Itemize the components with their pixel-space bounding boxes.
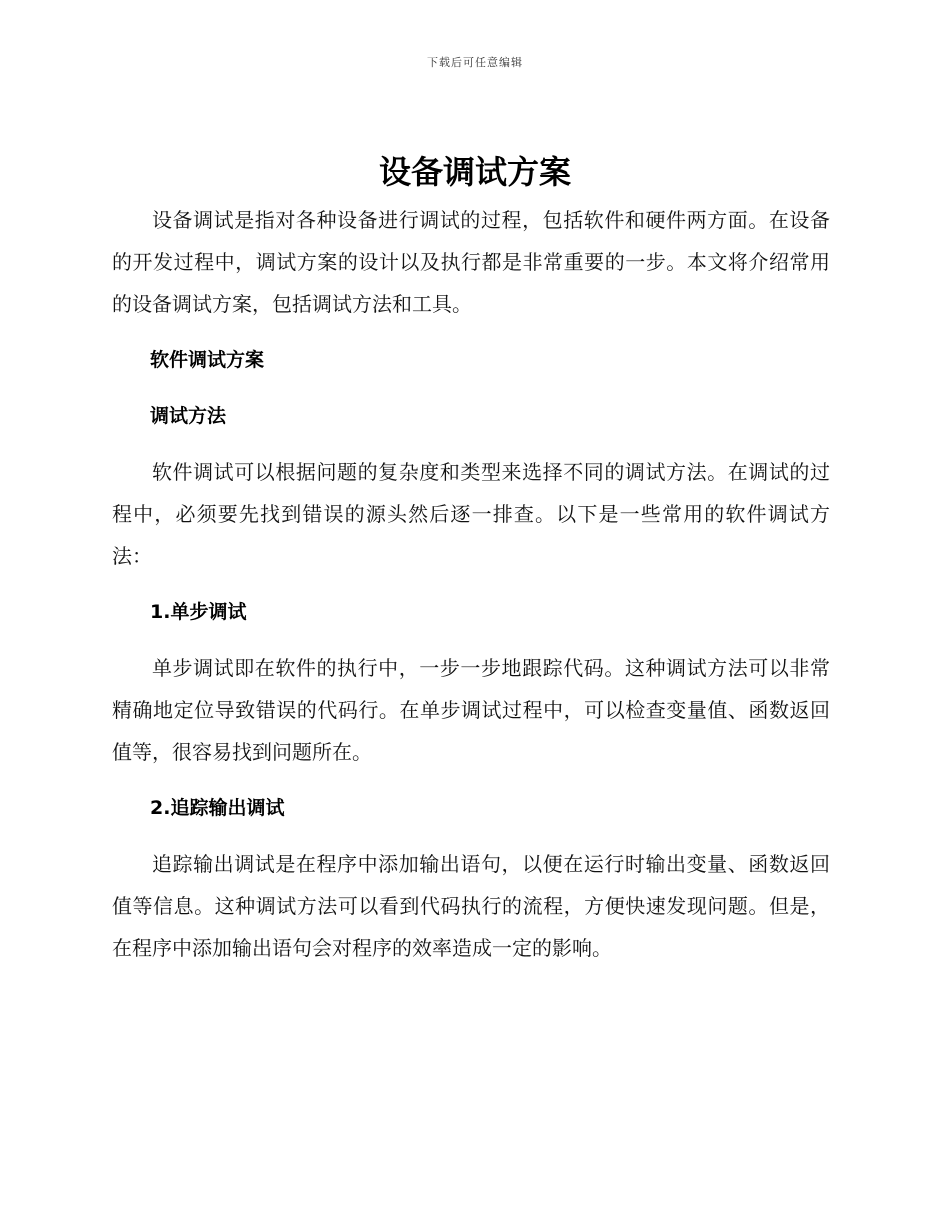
- document-body: [112, 199, 830, 969]
- method2-paragraph: 追踪输出调试是在程序中添加输出语句，以便在运行时输出变量、函数返回值等信息。这种调试方法可以看到代码执行的流程，方便快速发现问题。但是，在程序中添加输出语句会对程序的效率造成一定的影响。: [112, 852, 830, 960]
- methods-intro-paragraph: 软件调试可以根据问题的复杂度和类型来选择不同的调试方法。在调试的过程中，必须要先找到错误的源头然后逐一排查。以下是一些常用的软件调试方法：: [112, 460, 830, 568]
- document-title: 设备调试方案: [378, 153, 571, 191]
- intro-paragraph: 设备调试是指对各种设备进行调试的过程，包括软件和硬件两方面。在设备的开发过程中，调试方案的设计以及执行都是非常重要的一步。本文将介绍常用的设备调试方案，包括调试方法和工具。: [112, 208, 830, 316]
- subsection-heading-methods: 调试方法: [150, 405, 227, 427]
- section-heading-software: 软件调试方案: [150, 349, 265, 371]
- method1-heading: 1.单步调试: [150, 601, 247, 623]
- method2-heading: 2.追踪输出调试: [150, 797, 285, 819]
- page-header-note: 下载后可任意编辑: [427, 56, 523, 69]
- method1-paragraph: 单步调试即在软件的执行中，一步一步地跟踪代码。这种调试方法可以非常精确地定位导致错误的代码行。在单步调试过程中，可以检查变量值、函数返回值等，很容易找到问题所在。: [112, 656, 830, 764]
